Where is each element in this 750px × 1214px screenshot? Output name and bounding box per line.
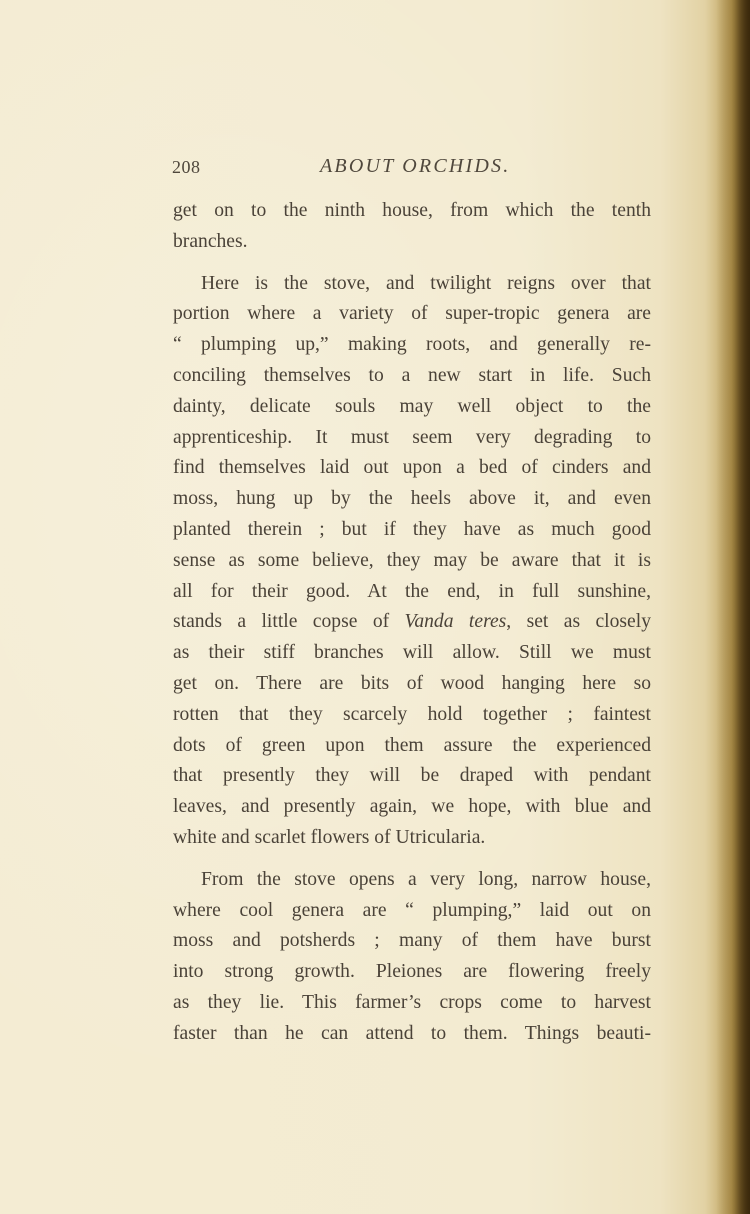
text-segment: , set as closely [506, 611, 651, 633]
text-line: get on. There are bits of wood hanging here so [173, 672, 651, 694]
text-line: where cool genera are “ plumping,” laid out on [173, 899, 651, 921]
text-line: dots of green upon them assure the experienced [173, 734, 651, 756]
text-line: planted therein ; but if they have as much good [173, 518, 651, 540]
book-spine-shadow [716, 0, 750, 1214]
text-line: “ plumping up,” making roots, and generally re- [173, 334, 651, 356]
text-line: sense as some believe, they may be aware that it is [173, 549, 651, 571]
text-line: that presently they will be draped with pendant [173, 765, 651, 787]
text-line: branches. [173, 230, 248, 252]
body-text [173, 196, 651, 1050]
running-head [172, 157, 652, 187]
text-line: conciling themselves to a new start in life. Such [173, 364, 651, 386]
page-number: 208 [172, 157, 201, 177]
text-line: faster than he can attend to them. Things beauti- [173, 1022, 651, 1044]
text-line: From the stove opens a very long, narrow house, [201, 868, 651, 890]
text-line: Here is the stove, and twilight reigns over that [201, 272, 651, 294]
text-line: find themselves laid out upon a bed of cinders and [173, 457, 651, 479]
text-line: moss and potsherds ; many of them have burst [173, 930, 651, 952]
text-line: leaves, and presently again, we hope, with blue and [173, 796, 651, 818]
text-line: as their stiff branches will allow. Still we must [173, 642, 651, 664]
text-line: moss, hung up by the heels above it, and even [173, 488, 651, 510]
text-segment: stands a little copse of [173, 611, 405, 633]
text-line: into strong growth. Pleiones are flowering freely [173, 961, 651, 983]
italic-species-name: Vanda teres [404, 611, 507, 633]
text-line: as they lie. This farmer’s crops come to harvest [173, 991, 651, 1013]
text-line [173, 607, 651, 638]
text-line: portion where a variety of super-tropic genera are [173, 303, 651, 325]
text-line: dainty, delicate souls may well object to the [173, 395, 651, 417]
text-line: white and scarlet flowers of Utricularia. [173, 826, 486, 848]
running-title: ABOUT ORCHIDS. [320, 155, 511, 177]
text-line: get on to the ninth house, from which the tenth [173, 200, 651, 221]
text-line: rotten that they scarcely hold together ; faintest [173, 703, 651, 725]
text-line: all for their good. At the end, in full sunshine, [173, 580, 651, 602]
text-line: apprenticeship. It must seem very degrading to [173, 426, 651, 448]
